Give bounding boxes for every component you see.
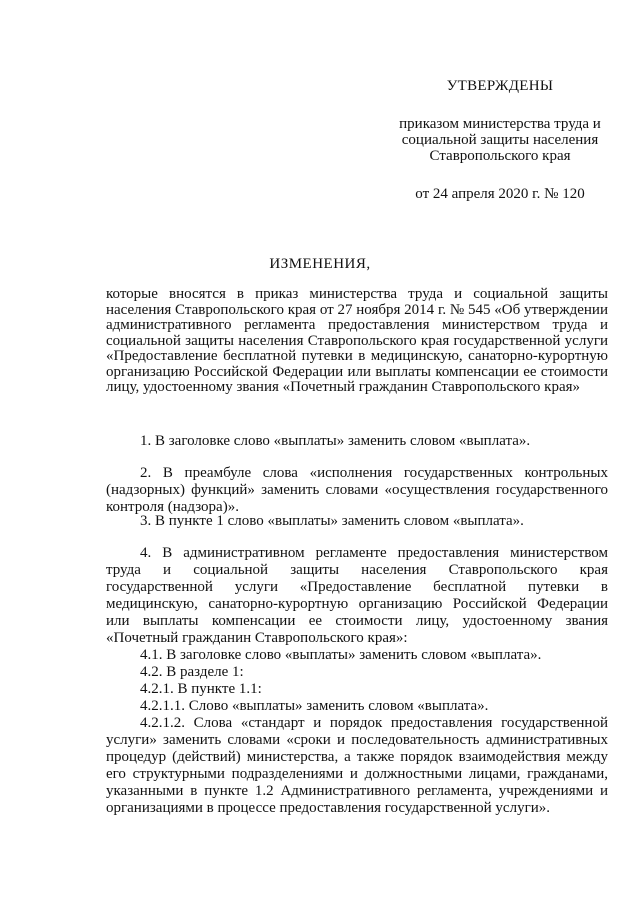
item-4-1: 4.1. В заголовке слово «выплаты» заменить словом «выплата». — [140, 647, 542, 663]
item-2: 2. В преамбуле слова «исполнения государственных контрольных (надзорных) функций» заменить словами «осуществления государственного контроля (надзора)». — [106, 465, 608, 515]
approval-line-2: социальной защиты населения — [401, 132, 599, 148]
document-subtitle: которые вносятся в приказ министерства труда и социальной защиты населения Ставропольского края от 27 ноября 2014 г. № 545 «Об утверждении административного регламента предоставления министерством труда и социальной защиты населения Ставропольского края государственной услуги «Предоставление бесплатной путевки в медицинскую, санаторно-курортную организацию Российской Федерации или выплаты компенсации ее стоимости лицу, удостоенному звания «Почетный гражданин Ставропольского края» — [106, 286, 608, 395]
approval-line-3: Ставропольского края — [429, 148, 571, 164]
document-heading: ИЗМЕНЕНИЯ, — [269, 256, 371, 272]
item-3: 3. В пункте 1 слово «выплаты» заменить словом «выплата». — [140, 513, 524, 529]
item-4-2-1: 4.2.1. В пункте 1.1: — [140, 681, 262, 697]
item-4-2-1-1: 4.2.1.1. Слово «выплаты» заменить словом «выплата». — [140, 698, 489, 714]
approval-body — [390, 116, 610, 164]
item-4-2-1-2: 4.2.1.2. Слова «стандарт и порядок предоставления государственной услуги» заменить словами «сроки и последовательность административных процедур (действий) министерства, а также порядок взаимодействия между его структурными подразделениями и должностными лицами, гражданами, указанными в пункте 1.2 Административного регламента, учреждениями и организациями в процессе предоставления государственной услуги». — [106, 715, 608, 816]
item-4: 4. В административном регламенте предоставления министерством труда и социальной защиты населения Ставропольского края государственной услуги «Предоставление бесплатной путевки в медицинскую, санаторно-курортную организацию Российской Федерации или выплаты компенсации ее стоимости лицу, удостоенному звания «Почетный гражданин Ставропольского края»: — [106, 545, 608, 646]
approval-stamp — [390, 78, 610, 202]
approval-date: от 24 апреля 2020 г. № 120 — [415, 186, 585, 202]
approval-line-1: приказом министерства труда и — [399, 116, 601, 132]
item-4-group — [106, 545, 608, 817]
approval-title: УТВЕРЖДЕНЫ — [446, 78, 554, 94]
item-1: 1. В заголовке слово «выплаты» заменить словом «выплата». — [140, 433, 531, 449]
item-4-2: 4.2. В разделе 1: — [140, 664, 244, 680]
